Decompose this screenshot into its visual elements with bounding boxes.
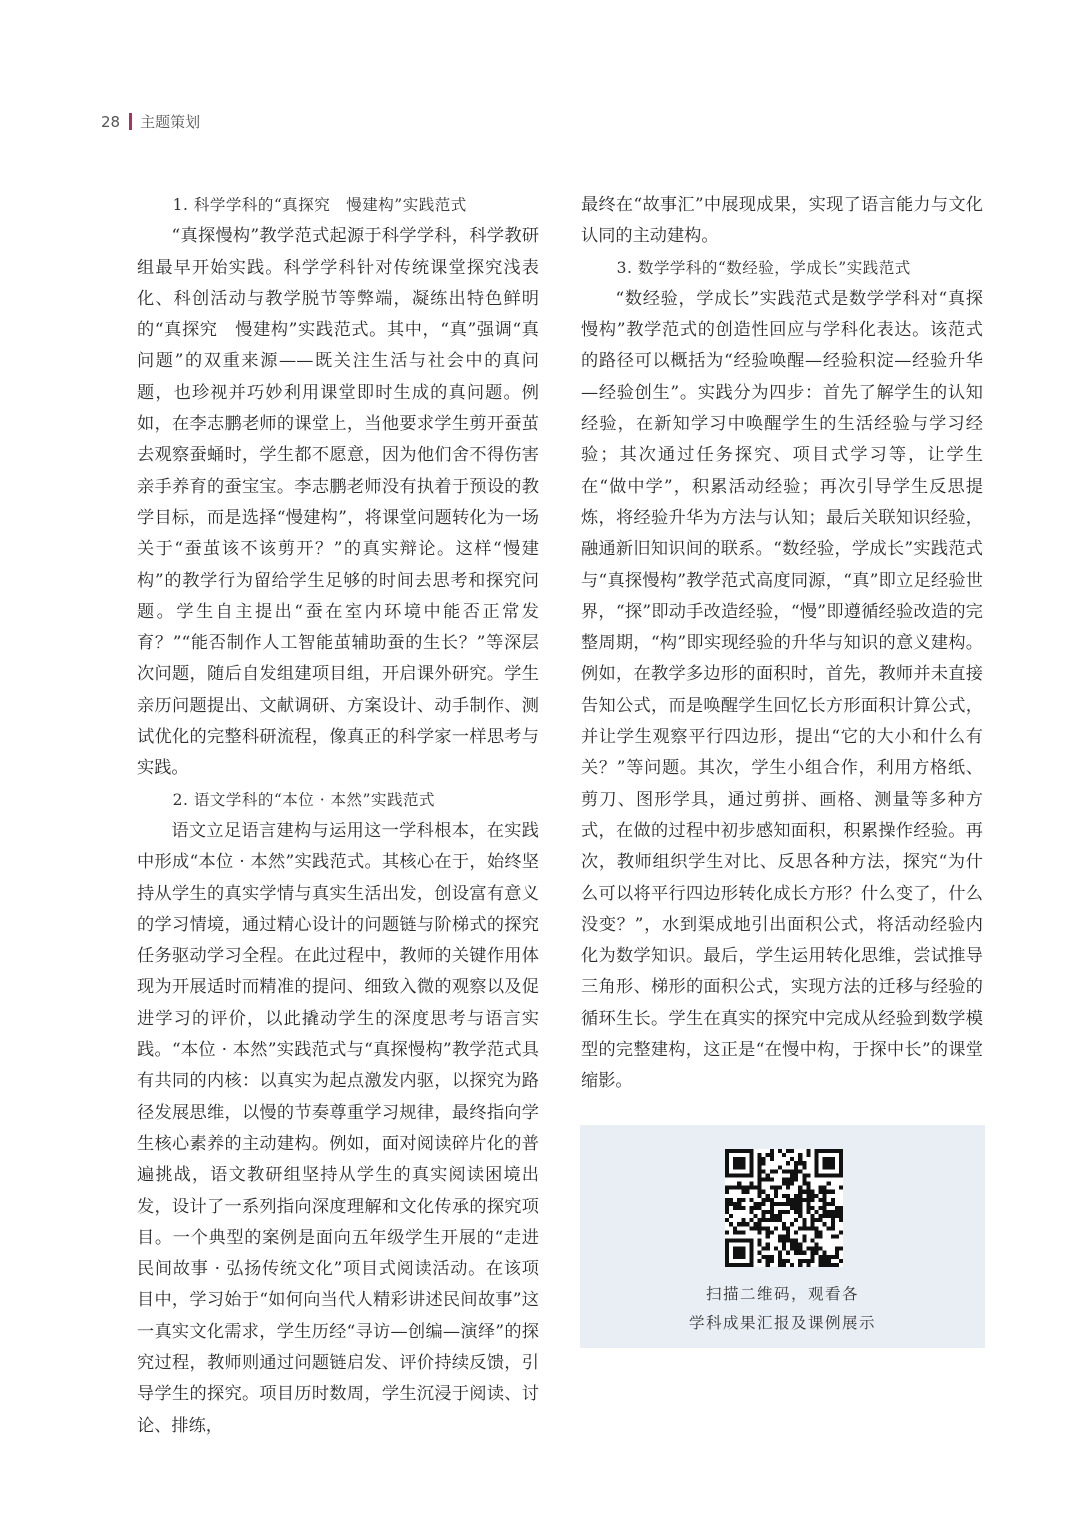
heading-science: 1. 科学学科的“真探究 慢建构”实践范式 [172,196,467,214]
qr-panel [580,1125,985,1348]
heading-math: 3. 数学学科的“数经验，学成长”实践范式 [616,258,911,277]
paragraph-science: “真探慢构”教学范式起源于科学学科，科学教研组最早开始实践。科学学科针对传统课堂探究浅表化、科创活动与教学脱节等弊端，凝练出特色鲜明的“真探究 慢建构”实践范式。其中，“真”强调“真问题”的双重来源——既关注生活与社会中的真问题，也珍视并巧妙利用课堂即时生成的真问题。例如，在李志鹏老师的课堂上，当他要求学生剪开蚕茧去观察蚕蛹时，学生都不愿意，因为他们舍不得伤害亲手养育的蚕宝宝。李志鹏老师没有执着于预设的教学目标，而是选择“慢建构”，将课堂问题转化为一场关于“蚕茧该不该剪开？”的真实辩论。这样“慢建构”的教学行为留给学生足够的时间去思考和探究问题。学生自主提出“蚕在室内环境中能否正常发育？”“能否制作人工智能茧辅助蚕的生长？”等深层次问题，随后自发组建项目组，开启课外研究。学生亲历问题提出、文献调研、方案设计、动手制作、测试优化的完整科研流程，像真正的科学家一样思考与实践。 [137,226,539,779]
right-column [581,190,983,1098]
section-title: 主题策划 [140,113,201,131]
qr-caption-line-2: 学科成果汇报及课例展示 [688,1314,876,1332]
paragraph-math: “数经验，学成长”实践范式是数学学科对“真探慢构”教学范式的创造性回应与学科化表达。该范式的路径可以概括为“经验唤醒—经验积淀—经验升华—经验创生”。实践分为四步：首先了解学生的认知经验，在新知学习中唤醒学生的生活经验与学习经验；其次通过任务探究、项目式学习等，让学生在“做中学”，积累活动经验；再次引导学生反思提炼，将经验升华为方法与认知；最后关联知识经验，融通新旧知识间的联系。“数经验，学成长”实践范式与“真探慢构”教学范式高度同源，“真”即立足经验世界，“探”即动手改造经验，“慢”即遵循经验改造的完整周期，“构”即实现经验的升华与知识的意义建构。例如，在教学多边形的面积时，首先，教师并未直接告知公式，而是唤醒学生回忆长方形面积计算公式，并让学生观察平行四边形，提出“它的大小和什么有关？”等问题。其次，学生小组合作，利用方格纸、剪刀、图形学具，通过剪拼、画格、测量等多种方式，在做的过程中初步感知面积，积累操作经验。再次，教师组织学生对比、反思各种方法，探究“为什么可以将平行四边形转化成长方形？什么变了，什么没变？”，水到渠成地引出面积公式，将活动经验内化为数学知识。最后，学生运用转化思维，尝试推导三角形、梯形的面积公式，实现方法的迁移与经验的循环生长。学生在真实的探究中完成从经验到数学模型的完整建构，这正是“在慢中构，于探中长”的课堂缩影。 [581,288,983,1092]
page-number: 28 [101,112,121,131]
paragraph-chinese: 语文立足语言建构与运用这一学科根本，在实践中形成“本位 · 本然”实践范式。其核心在于，始终坚持从学生的真实学情与真实生活出发，创设富有意义的学习情境，通过精心设计的问题链与阶梯式的探究任务驱动学习全程。在此过程中，教师的关键作用体现为开展适时而精准的提问、细致入微的观察以及促进学习的评价，以此撬动学生的深度思考与语言实践。“本位 · 本然”实践范式与“真探慢构”教学范式具有共同的内核：以真实为起点激发内驱，以探究为路径发展思维，以慢的节奏尊重学习规律，最终指向学生核心素养的主动建构。例如，面对阅读碎片化的普遍挑战，语文教研组坚持从学生的真实阅读困境出发，设计了一系列指向深度理解和文化传承的探究项目。一个典型的案例是面向五年级学生开展的“走进民间故事 · 弘扬传统文化”项目式阅读活动。在该项目中，学习始于“如何向当代人精彩讲述民间故事”这一真实文化需求，学生历经“寻访—创编—演绎”的探究过程，教师则通过问题链启发、评价持续反馈，引导学生的探究。项目历时数周，学生沉浸于阅读、讨论、排练， [137,820,539,1436]
page-header [101,111,200,132]
left-column [137,190,539,1442]
heading-chinese: 2. 语文学科的“本位 · 本然”实践范式 [172,790,435,809]
qr-code-icon[interactable] [725,1149,843,1267]
qr-caption-line-1: 扫描二维码，观看各 [705,1285,859,1303]
paragraph-chinese-continued: 最终在“故事汇”中展现成果，实现了语言能力与文化认同的主动建构。 [581,195,983,247]
header-accent-bar [129,113,132,130]
qr-caption [580,1280,985,1338]
